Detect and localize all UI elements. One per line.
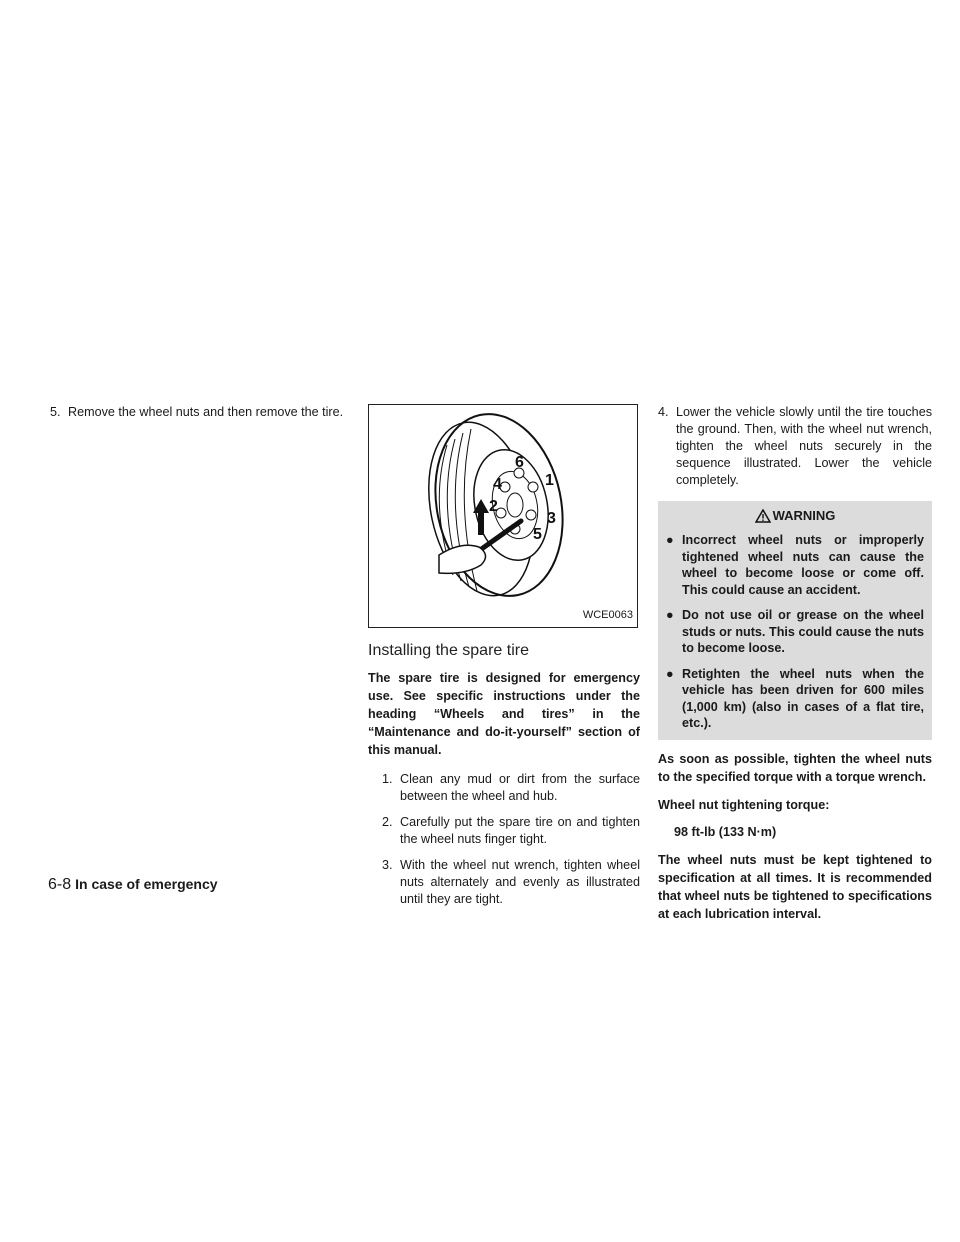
step-text: Lower the vehicle slowly until the tire touches the ground. Then, with the wheel nut wrench, tighten the wheel nuts securely in the sequence illustrated. Lower the vehicle completely. [676, 405, 932, 487]
nut-label-2: 2 [489, 498, 498, 515]
step-1 [382, 771, 640, 805]
install-steps [368, 771, 640, 908]
nut-label-3: 3 [547, 510, 556, 527]
step-5 [50, 404, 348, 421]
warning-item: ● Retighten the wheel nuts when the vehicle has been driven for 600 miles (1,000 km) (also in cases of a flat tire, etc.). [666, 666, 924, 730]
step-text: With the wheel nut wrench, tighten wheel nuts alternately and evenly as illustrated until they are tight. [400, 858, 640, 906]
step-number: 4. [658, 405, 669, 419]
step-number: 1. [382, 772, 393, 786]
section-title: Installing the spare tire [368, 642, 529, 659]
step-2 [382, 814, 640, 848]
column-right [658, 404, 932, 933]
bullet-icon: ● [666, 533, 674, 547]
torque-label: Wheel nut tightening torque: [658, 797, 830, 812]
section-intro: The spare tire is designed for emergency use. See specific instructions under the heading “Wheels and tires” in the “Maintenance and do-it-yourself” section of this manual. [368, 671, 640, 757]
torque-instruction: As soon as possible, tighten the wheel nuts to the specified torque with a torque wrench. [658, 751, 932, 784]
bullet-icon: ● [666, 666, 674, 681]
nut-label-5: 5 [533, 526, 542, 543]
figure-code: WCE0063 [582, 609, 633, 621]
warning-header [666, 507, 924, 524]
warning-item: ● Do not use oil or grease on the wheel studs or nuts. This could cause the nuts to become loose. [666, 608, 924, 655]
nut-label-4: 4 [493, 476, 502, 493]
step-number: 5. [50, 405, 61, 419]
wheel-nut-sequence-figure [368, 404, 638, 628]
step-3 [382, 857, 640, 908]
warning-box [658, 501, 932, 740]
nut-label-6: 6 [515, 454, 524, 471]
bullet-icon: ● [666, 608, 674, 622]
warning-title: WARNING [772, 508, 836, 523]
column-middle [368, 404, 640, 917]
page-number: 6-8 [48, 876, 72, 893]
wheel-illustration [369, 405, 637, 627]
step-text: Remove the wheel nuts and then remove the tire. [68, 405, 344, 419]
torque-value: 98 ft-lb (133 N·m) [674, 824, 777, 839]
step-text: Carefully put the spare tire on and tighten the wheel nuts finger tight. [400, 815, 640, 846]
step-number: 2. [382, 815, 393, 829]
step-4 [658, 404, 932, 489]
page-footer [48, 876, 218, 894]
warning-triangle-icon [755, 509, 771, 523]
footer-section-name: In case of emergency [75, 876, 218, 892]
step-number: 3. [382, 858, 393, 872]
warning-item: ● Incorrect wheel nuts or improperly tightened wheel nuts can cause the wheel to become loose or come off. This could cause an accident. [666, 533, 924, 597]
nut-label-1: 1 [545, 472, 554, 489]
step-text: Clean any mud or dirt from the surface between the wheel and hub. [400, 772, 640, 803]
column-left [50, 404, 348, 430]
torque-spec-note: The wheel nuts must be kept tightened to specification at all times. It is recommended that wheel nuts be tightened to specifications at each lubrication interval. [658, 852, 932, 921]
